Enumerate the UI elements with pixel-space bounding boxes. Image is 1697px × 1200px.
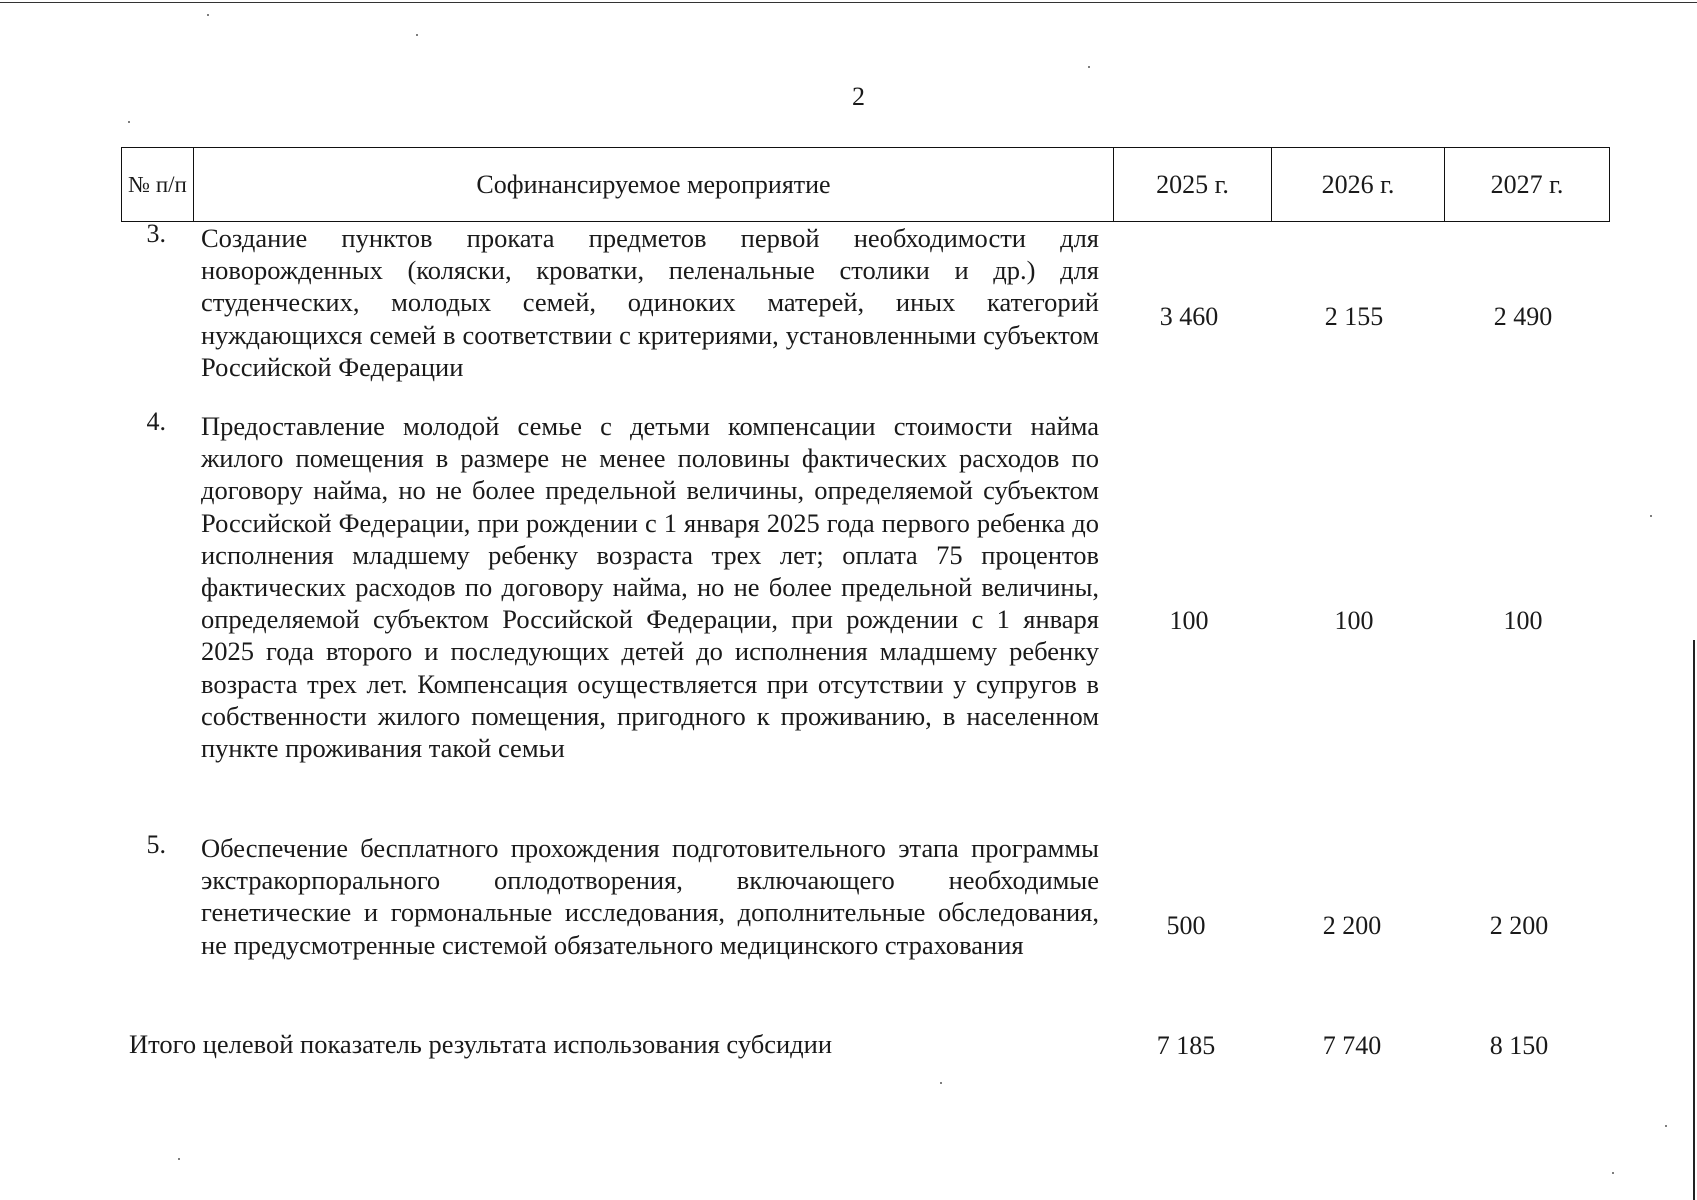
- scan-speck: [416, 34, 418, 36]
- row-5-description: Обеспечение бесплатного прохождения подготовительного этапа программы экстракорпорального оплодотворения, включающего необходимые генетические и гормональные исследования, дополнительные обследования, не предусмотренные системой обязательного медицинского страхования: [201, 833, 1099, 960]
- header-row: [122, 148, 1610, 222]
- header-2026: 2026 г.: [1272, 148, 1445, 222]
- row-5-number: 5.: [146, 830, 166, 859]
- total-label: Итого целевой показатель результата использования субсидии: [129, 1029, 833, 1059]
- scan-speck: [178, 1158, 180, 1160]
- total-value-2025: 7 185: [1156, 1031, 1216, 1060]
- scan-speck: [940, 1082, 942, 1084]
- scan-right-edge-line: [1693, 640, 1695, 1200]
- row-5-value-2026: 2 200: [1322, 911, 1382, 940]
- row-3-value-2026: 2 155: [1324, 302, 1384, 331]
- scan-speck: [1612, 1172, 1614, 1174]
- row-3-number: 3.: [146, 219, 166, 248]
- scan-speck: [207, 14, 209, 16]
- row-3-value-2025: 3 460: [1159, 302, 1219, 331]
- scan-speck: [1665, 1125, 1667, 1127]
- row-4-value-2027: 100: [1503, 606, 1543, 635]
- row-4-value-2025: 100: [1169, 606, 1209, 635]
- scan-speck: [1650, 515, 1652, 517]
- total-value-2027: 8 150: [1489, 1031, 1549, 1060]
- page-number: 2: [852, 82, 865, 111]
- row-4-description: Предоставление молодой семье с детьми компенсации стоимости найма жилого помещения в размере не менее половины фактических расходов по договору найма, но не более предельной величины, определяемой субъектом Российской Федерации, при рождении с 1 января 2025 года первого ребенка до исполнения младшему ребенку возраста трех лет; оплата 75 процентов фактических расходов по договору найма, но не более предельной величины, определяемой субъектом Российской Федерации, при рождении с 1 января 2025 года второго и последующих детей до исполнения младшему ребенку возраста трех лет. Компенсация осуществляется при отсутствии у супругов в собственности жилого помещения, пригодного к проживанию, в населенном пункте проживания такой семьи: [201, 411, 1099, 764]
- total-value-2026: 7 740: [1322, 1031, 1382, 1060]
- header-2025: 2025 г.: [1114, 148, 1272, 222]
- row-3-description: Создание пунктов проката предметов первой необходимости для новорожденных (коляски, кроватки, пеленальные столики и др.) для студенческих, молодых семей, одиноких матерей, иных категорий нуждающихся семей в соответствии с критериями, установленными субъектом Российской Федерации: [201, 223, 1099, 382]
- row-5-value-2025: 500: [1166, 911, 1206, 940]
- scan-top-edge-line: [0, 2, 1697, 3]
- header-event: Софинансируемое мероприятие: [194, 148, 1114, 222]
- table-header: [121, 147, 1610, 222]
- row-4-value-2026: 100: [1334, 606, 1374, 635]
- scan-speck: [128, 121, 130, 123]
- scan-speck: [1088, 66, 1090, 68]
- row-5-value-2027: 2 200: [1489, 911, 1549, 940]
- header-2027: 2027 г.: [1445, 148, 1610, 222]
- row-4-number: 4.: [146, 407, 166, 436]
- header-num: № п/п: [122, 148, 194, 222]
- row-3-value-2027: 2 490: [1493, 302, 1553, 331]
